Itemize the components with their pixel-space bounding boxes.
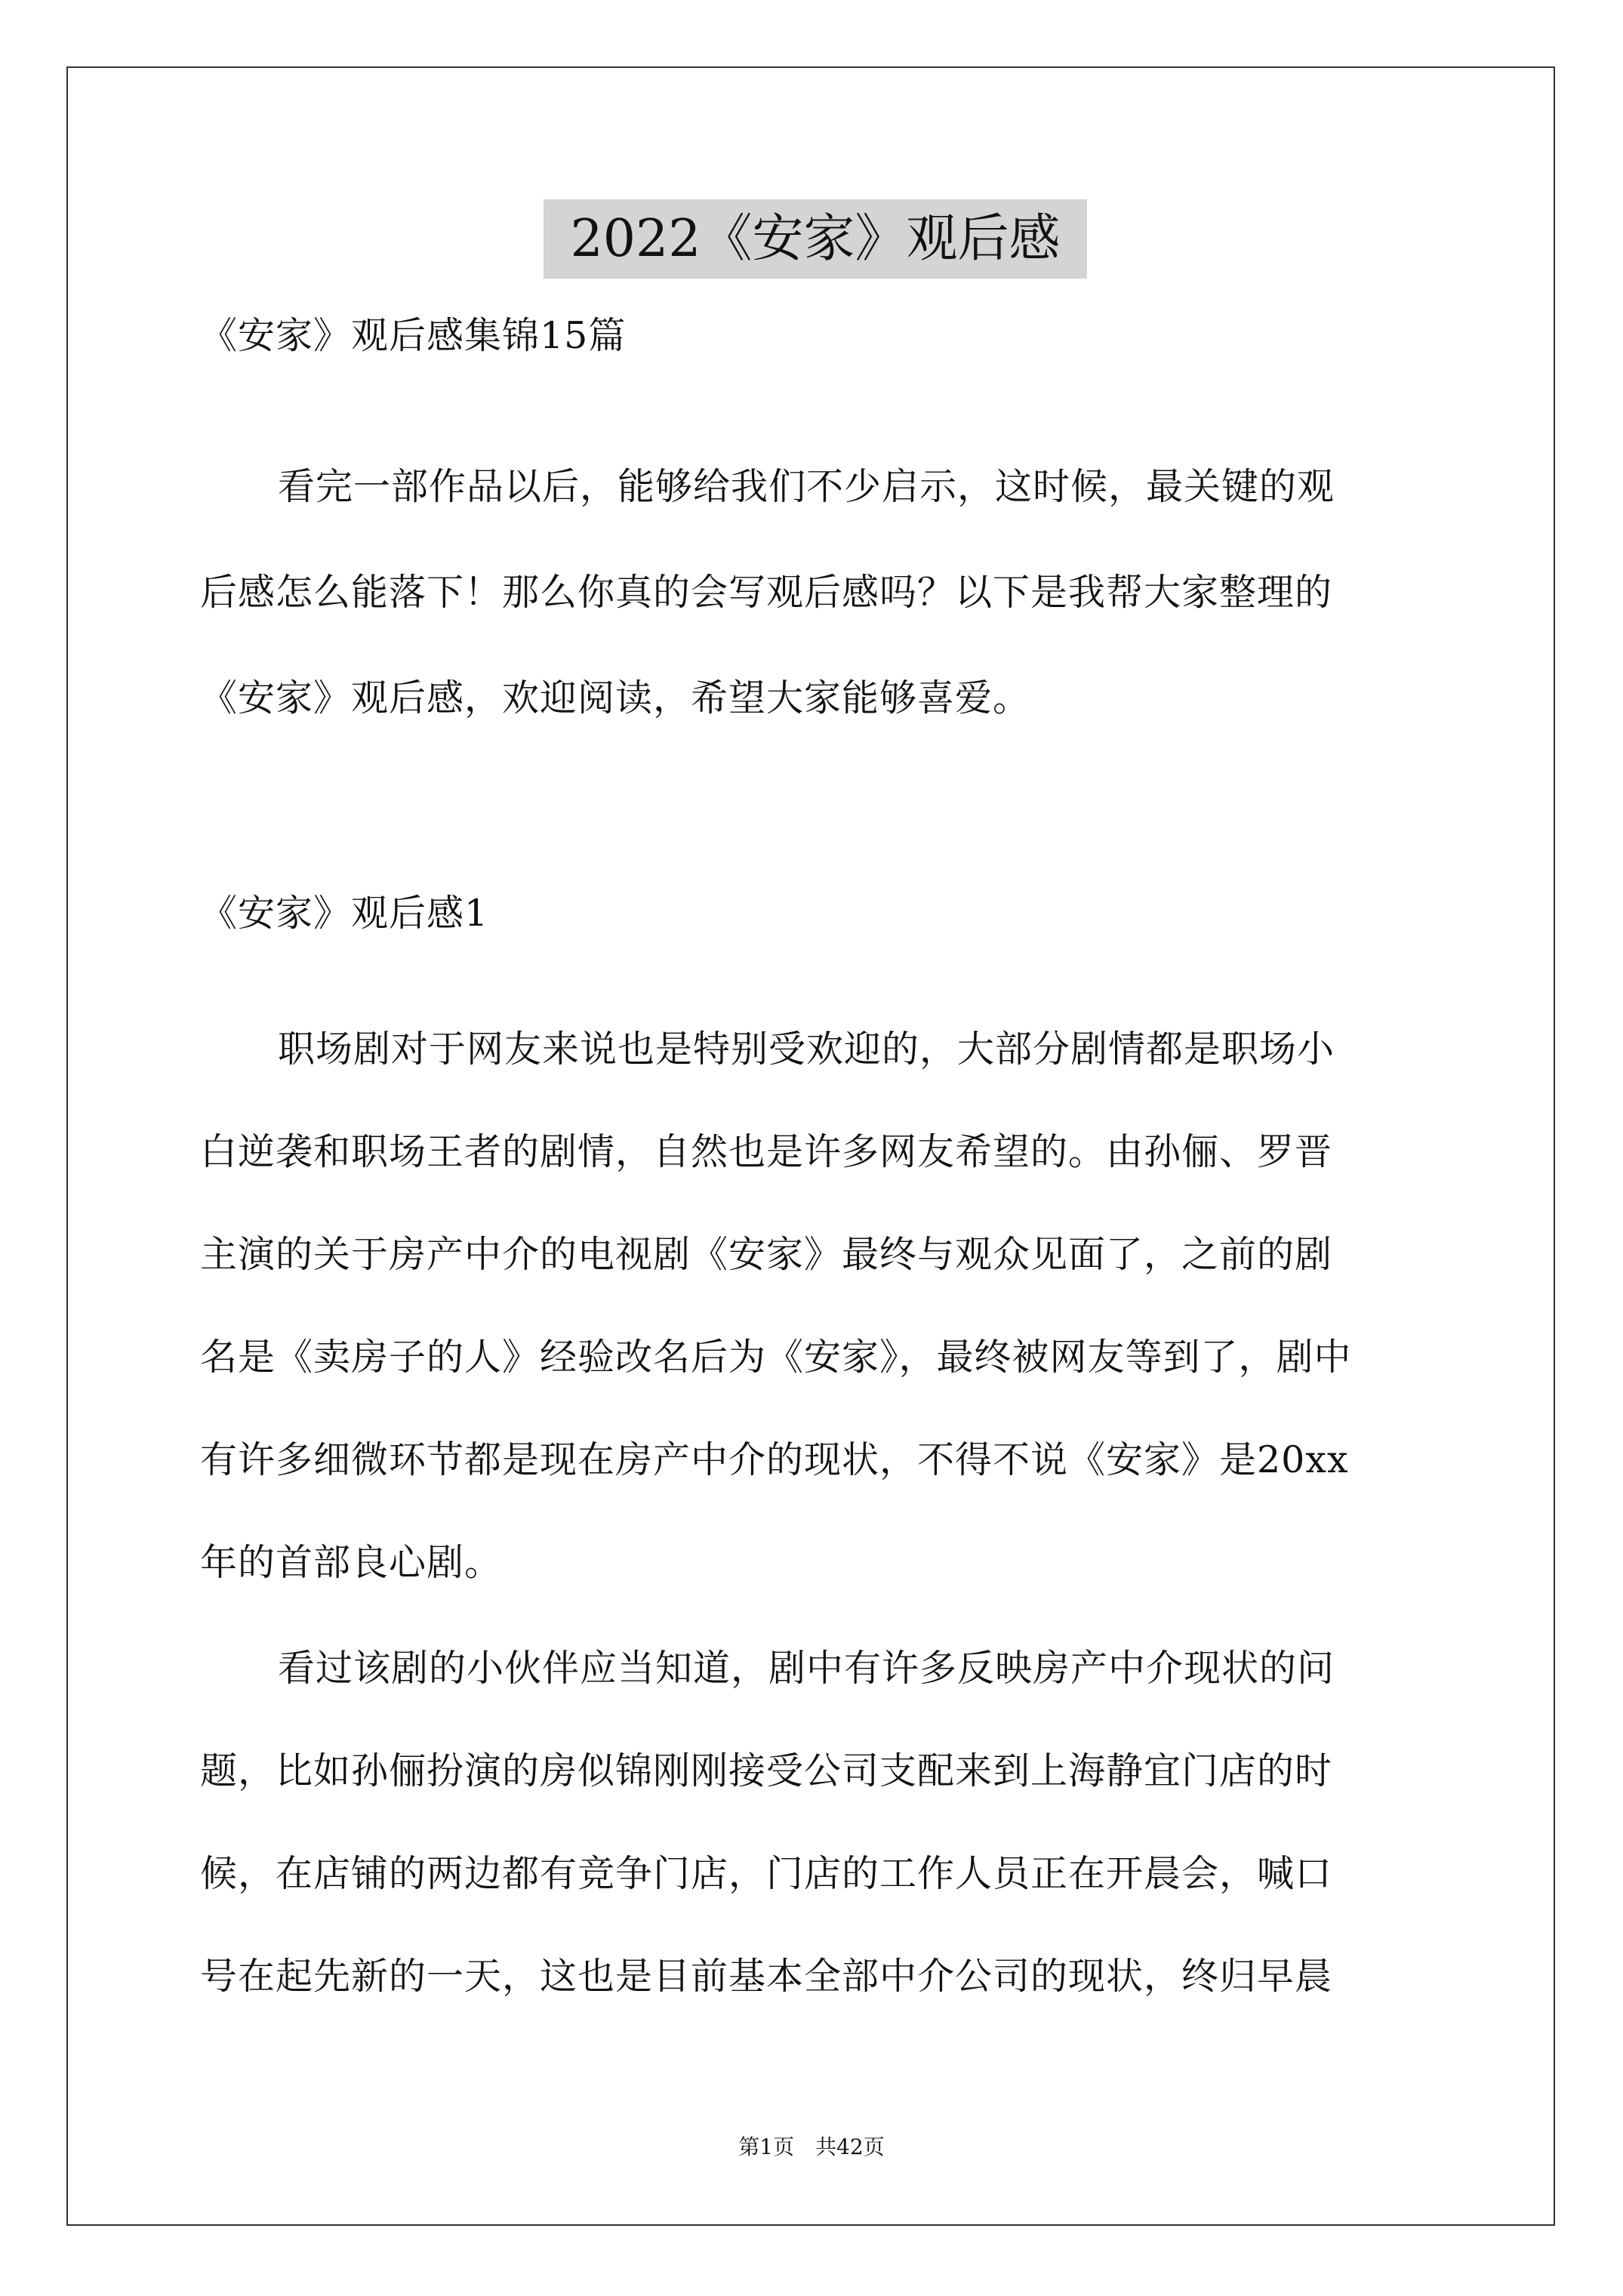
- intro-line: 《安家》观后感，欢迎阅读，希望大家能够喜爱。: [200, 676, 1031, 720]
- intro-line: 看完一部作品以后，能够给我们不少启示，这时候，最关键的观: [278, 465, 1335, 508]
- paragraph-line: 看过该剧的小伙伴应当知道，剧中有许多反映房产中介现状的问: [278, 1647, 1335, 1690]
- page-footer: [0, 2134, 1623, 2161]
- paragraph-line: 候，在店铺的两边都有竞争门店，门店的工作人员正在开晨会，喊口: [200, 1852, 1333, 1895]
- paragraph-line: 名是《卖房子的人》经验改名后为《安家》，最终被网友等到了，剧中: [200, 1336, 1352, 1379]
- page-total: 共42页: [815, 2134, 885, 2159]
- collection-heading: 《安家》观后感集锦15篇: [200, 314, 627, 357]
- paragraph-line: 主演的关于房产中介的电视剧《安家》最终与观众见面了，之前的剧: [200, 1233, 1333, 1276]
- paragraph-line: 有许多细微环节都是现在房产中介的现状，不得不说《安家》是20xx: [200, 1438, 1349, 1481]
- paragraph-line: 题，比如孙俪扮演的房似锦刚刚接受公司支配来到上海静宜门店的时: [200, 1749, 1333, 1792]
- document-title: 2022《安家》观后感: [544, 199, 1087, 279]
- paragraph-line: 职场剧对于网友来说也是特别受欢迎的，大部分剧情都是职场小: [278, 1028, 1335, 1071]
- paragraph-line: 号在起先新的一天，这也是目前基本全部中介公司的现状，终归早晨: [200, 1955, 1333, 1998]
- paragraph-line: 白逆袭和职场王者的剧情，自然也是许多网友希望的。由孙俪、罗晋: [200, 1130, 1333, 1173]
- section-heading: 《安家》观后感1: [200, 892, 489, 935]
- paragraph-line: 年的首部良心剧。: [200, 1541, 503, 1584]
- page-number: 第1页: [738, 2134, 795, 2159]
- intro-line: 后感怎么能落下！那么你真的会写观后感吗？以下是我帮大家整理的: [200, 571, 1333, 614]
